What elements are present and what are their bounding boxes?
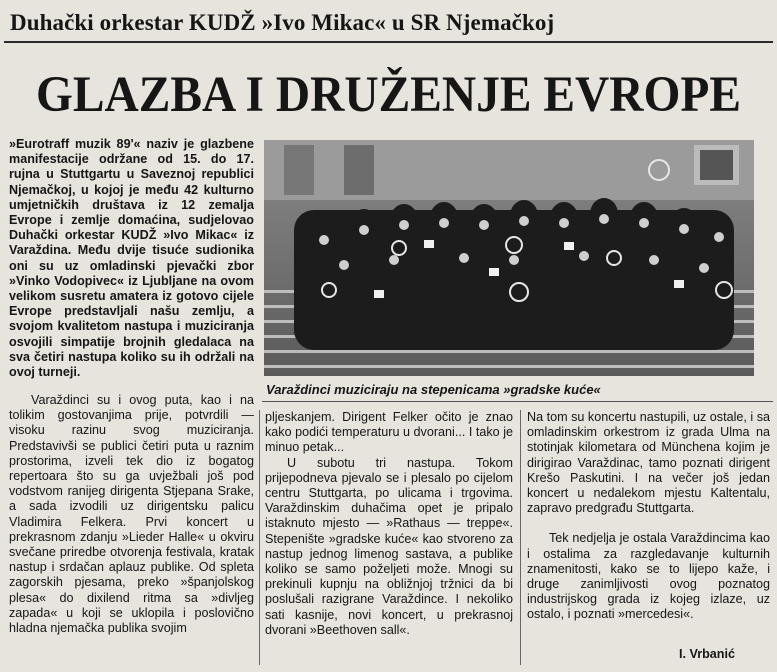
body-paragraph: pljeskanjem. Dirigent Felker očito je znao kako podići temperaturu u dvorani... I tako je minuo petak... bbox=[265, 410, 513, 455]
lead-paragraph: »Eurotraff muzik 89'« naziv je glazbene manifestacije održane od 15. do 17. rujna u Stuttgartu u Saveznoj republici Njemačkoj, u kojoj je među 42 kulturno umjetničkih društava iz 12 zemalja Evrope i zemlje domaćina, sudjelovao Duhački orkestar KUDŽ »Ivo Mikac« iz Varaždina. Među dvije tisuće sudionika oni su uz omladinski pjevački zbor »Vinko Vodopivec« iz Ljubljane na ovom velikom susretu amatera iz gotovo cijele Evrope predstavljali našu zemlju, a svojom kvalitetom nastupa i muziciranja osvojili simpatije brojnih gledalaca na sva četiri nastupa koliko su ih održali na ovoj turneji. bbox=[9, 137, 254, 380]
top-rule bbox=[4, 41, 773, 43]
body-column-3 bbox=[527, 410, 770, 623]
body-column-2 bbox=[265, 410, 513, 638]
photo-caption: Varaždinci muziciraju na stepenicama »gradske kuće« bbox=[266, 382, 601, 397]
orchestra-photo bbox=[264, 140, 754, 376]
column-rule bbox=[259, 410, 260, 665]
body-column-1: Varaždinci su i ovog puta, kao i na tolikim gostovanjima prije, potvrdili — visoku razinu svog muziciranja. Predstavivši se publici četiri puta u raznim prostorima, izveli tek dio iz bogatog repertoara što su ga uvježbali još pod vodstvom ranijeg dirigenta Stjepana Srake, a sada izvodili uz dirigentsku palicu Vladimira Felkera. Prvi koncert u prekrasnom zdanju »Lieder Halle« u okviru svečane priredbe otvorenja festivala, kratak nastup i srdačan aplauz publike. Od spleta zagorskih pjesama, preko »španjolskog plesa« do dixilend ritma sa »divljeg zapada« u koji se uklopila i poslovično hladna njemačka publika svojim bbox=[9, 393, 254, 636]
kicker-headline: Duhački orkestar KUDŽ »Ivo Mikac« u SR Njemačkoj bbox=[10, 10, 555, 35]
article-headline: GLAZBA I DRUŽENJE EVROPE bbox=[36, 67, 741, 123]
body-paragraph: Na tom su koncertu nastupili, uz ostale, i sa omladinskim orkestrom iz grada Ulma na stotinjak kilometara od Münchena kojim je dirigirao Varaždinac, tamo poznati dirigent Krešo Paskutini. I na večer još jedan koncert u nedalekom mjestu Kaltentalu, zapravo predgrađu Stuttgarta. bbox=[527, 410, 770, 516]
column-rule bbox=[520, 410, 521, 665]
body-paragraph: Tek nedjelja je ostala Varaždincima kao i ostalima za razgledavanje kulturnih znamenitosti, kako se to lijepo kaže, i druge zanimljivosti ovog poznatog industrijskog grada iz kojeg izlaze, uz ostalo, i poznati »mercedesi«. bbox=[527, 531, 770, 622]
body-paragraph: U subotu tri nastupa. Tokom prijepodneva pjevalo se i plesalo po cijelom centru Stuttgarta, po ulicama i trgovima. Varaždinskim duhačima opet je pripalo istaknuto mjesto — »Rathaus — treppe«. Stepenište »gradske kuće« kao stvoreno za nastup jednog limenog sastava, a publike koliko se samo poželjeti može. Mnogi su prekinuli kupnju na obližnjoj tržnici da bi poslušali razigrane Varaždince. I nekoliko sati kasnije, novi koncert, u prekrasnoj dvorani »Beethoven sall«. bbox=[265, 455, 513, 637]
caption-rule bbox=[262, 401, 773, 402]
author-byline: I. Vrbanić bbox=[679, 647, 735, 661]
